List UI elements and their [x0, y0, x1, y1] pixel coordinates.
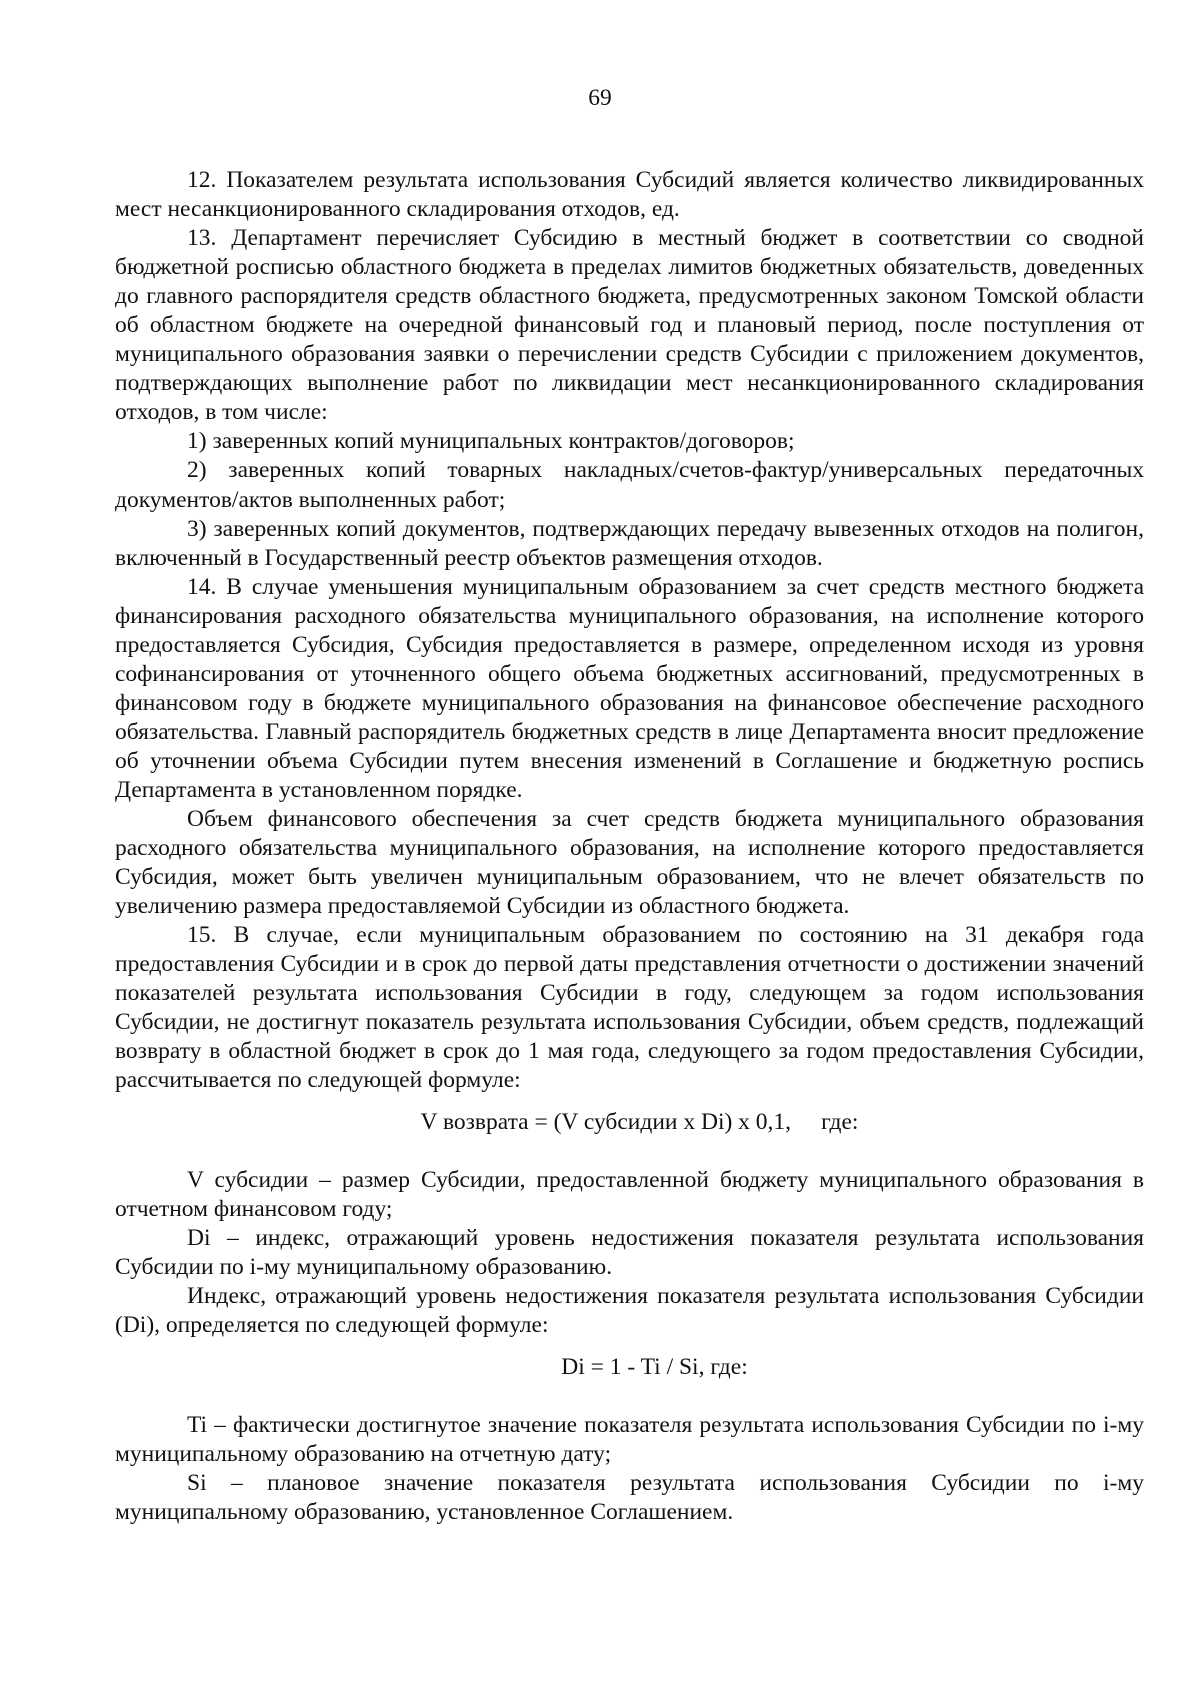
paragraph-item-13: 13. Департамент перечисляет Субсидию в местный бюджет в соответствии со сводной бюджетной росписью областного бюджета в пределах лимитов бюджетных обязательств, доведенных до главного распорядителя средств областного бюджета, предусмотренных законом Томской области об областном бюджете на очередной финансовый год и плановый период, после поступления от муниципального образования заявки о перечислении средств Субсидии с приложением документов, подтверждающих выполнение работ по ликвидации мест несанкционированного складирования отходов, в том числе:: [115, 225, 1144, 426]
paragraph-index-intro: Индекс, отражающий уровень недостижения показателя результата использования Субсидии (Di), определяется по следующей формуле:: [115, 1282, 1144, 1338]
refund-formula: [115, 1096, 1144, 1137]
paragraph-item-12: 12. Показателем результата использования Субсидий является количество ликвидированных мест несанкционированного складирования отходов, ед.: [115, 167, 1144, 223]
paragraph-funding-volume: Объем финансового обеспечения за счет средств бюджета муниципального образования расходного обязательства муниципального образования, на исполнение которого предоставляется Субсидия, может быть увеличен муниципальным образованием, что не влечет обязательств по увеличению размера предоставляемой Субсидии из областного бюджета.: [115, 806, 1144, 920]
page-number: 69: [588, 85, 612, 111]
list-item-2: 2) заверенных копий товарных накладных/счетов-фактур/универсальных передаточных документов/актов выполненных работ;: [115, 457, 1144, 513]
definition-si: Si – плановое значение показателя результата использования Субсидии по i-му муниципальному образованию, установленное Соглашением.: [115, 1469, 1144, 1525]
paragraph-item-14: 14. В случае уменьшения муниципальным образованием за счет средств местного бюджета финансирования расходного обязательства муниципального образования, на исполнение которого предоставляется Субсидия, Субсидия предоставляется в размере, определенном исходя из уровня софинансирования от уточненного общего объема бюджетных ассигнований, предусмотренных в финансовом году в бюджете муниципального образования на финансовое обеспечение расходного обязательства. Главный распорядитель бюджетных средств в лице Департамента вносит предложение об уточнении объема Субсидии путем внесения изменений в Соглашение и бюджетную роспись Департамента в установленном порядке.: [115, 573, 1144, 803]
paragraph-item-15: 15. В случае, если муниципальным образованием по состоянию на 31 декабря года предоставления Субсидии и в срок до первой даты представления отчетности о достижении значений показателей результата использования Субсидии в году, следующем за годом использования Субсидии, не достигнут показатель результата использования Субсидии, объем средств, подлежащий возврату в областной бюджет в срок до 1 мая года, следующего за годом предоставления Субсидии, рассчитывается по следующей формуле:: [115, 922, 1144, 1094]
refund-formula-suffix: где:: [821, 1108, 859, 1135]
refund-formula-expression: V возврата = (V субсидии x Di) x 0,1,: [420, 1108, 792, 1135]
index-formula: Di = 1 - Ti / Si, где:: [561, 1353, 748, 1380]
definition-ti: Ti – фактически достигнутое значение показателя результата использования Субсидии по i-му муниципальному образованию на отчетную дату;: [115, 1411, 1144, 1467]
definition-v-subsidy: V субсидии – размер Субсидии, предоставленной бюджету муниципального образования в отчетном финансовом году;: [115, 1166, 1144, 1222]
definition-di: Di – индекс, отражающий уровень недостижения показателя результата использования Субсидии по i-му муниципальному образованию.: [115, 1224, 1144, 1280]
document-body: [115, 166, 1144, 1527]
list-item-1: 1) заверенных копий муниципальных контрактов/договоров;: [187, 428, 795, 455]
list-item-3: 3) заверенных копий документов, подтверждающих передачу вывезенных отходов на полигон, включенный в Государственный реестр объектов размещения отходов.: [115, 515, 1144, 571]
